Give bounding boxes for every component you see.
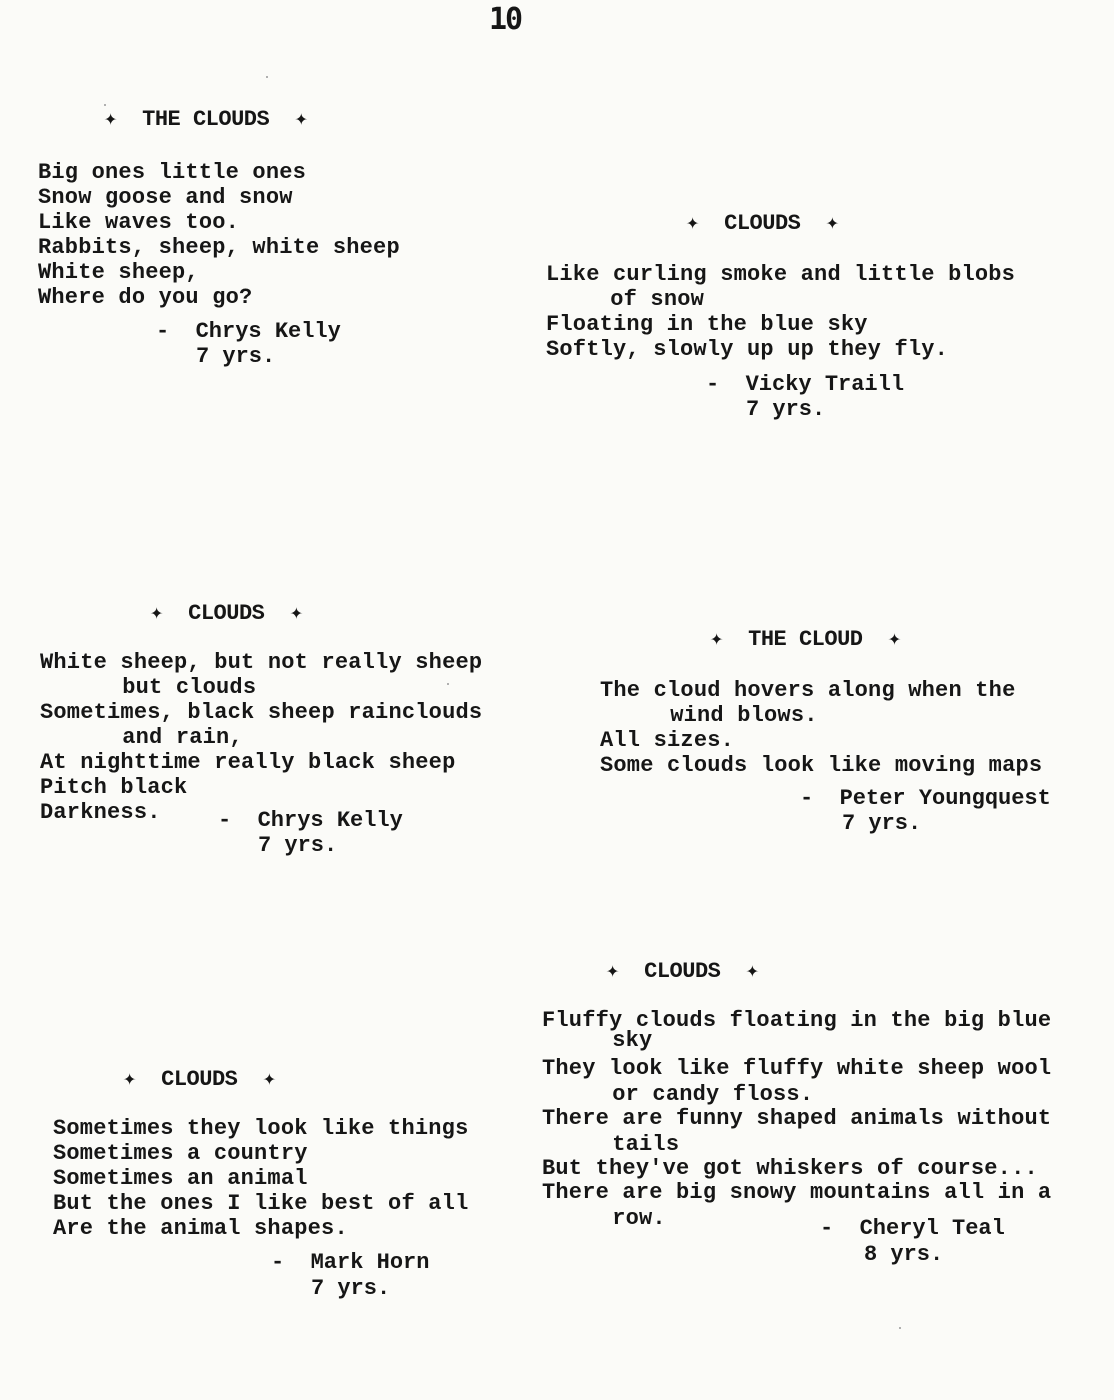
poem-the-clouds-chrys-kelly bbox=[38, 106, 498, 376]
poem-line: Where do you go? bbox=[38, 285, 253, 310]
poem-title: ✦ CLOUDS ✦ bbox=[606, 959, 759, 984]
poem-line: The cloud hovers along when the bbox=[600, 678, 1016, 703]
poem-line: Are the animal shapes. bbox=[53, 1216, 348, 1241]
poem-line: But they've got whiskers of course... bbox=[542, 1156, 1038, 1181]
poem-author-age: 7 yrs. bbox=[842, 811, 922, 836]
poem-the-cloud-peter-youngquest bbox=[600, 626, 1080, 846]
poem-line: All sizes. bbox=[600, 728, 735, 753]
poem-clouds-cheryl-teal bbox=[542, 958, 1102, 1278]
poem-clouds-mark-horn bbox=[53, 1066, 513, 1306]
poem-title: ✦ THE CLOUD ✦ bbox=[710, 627, 901, 652]
poem-line: Fluffy clouds floating in the big blue bbox=[542, 1008, 1052, 1033]
poem-line: Big ones little ones bbox=[38, 160, 307, 185]
poem-title: ✦ THE CLOUDS ✦ bbox=[104, 107, 308, 132]
poem-line: Rabbits, sheep, white sheep bbox=[38, 235, 400, 260]
poem-line: There are big snowy mountains all in a bbox=[542, 1180, 1052, 1205]
poem-line: wind blows. bbox=[630, 703, 818, 728]
poem-title: ✦ CLOUDS ✦ bbox=[150, 601, 303, 626]
poem-line: At nighttime really black sheep bbox=[40, 750, 456, 775]
poem-line: Like waves too. bbox=[38, 210, 240, 235]
poem-line: White sheep, but not really sheep bbox=[40, 650, 483, 675]
poem-line: Sometimes, black sheep rainclouds bbox=[40, 700, 483, 725]
poem-clouds-chrys-kelly bbox=[40, 600, 520, 870]
poem-line: They look like fluffy white sheep wool bbox=[542, 1056, 1052, 1081]
poem-line: Sometimes an animal bbox=[53, 1166, 308, 1191]
paper-speck bbox=[104, 104, 106, 106]
poem-line: or candy floss. bbox=[572, 1082, 814, 1107]
poem-line: Snow goose and snow bbox=[38, 185, 293, 210]
paper-speck bbox=[266, 76, 268, 78]
poem-line: tails bbox=[572, 1132, 680, 1157]
poem-line: Softly, slowly up up they fly. bbox=[546, 337, 949, 362]
poem-line: White sheep, bbox=[38, 260, 199, 285]
poem-author-age: 8 yrs. bbox=[864, 1242, 944, 1267]
poem-line: Like curling smoke and little blobs bbox=[546, 262, 1016, 287]
poem-title: ✦ CLOUDS ✦ bbox=[123, 1067, 276, 1092]
paper-speck bbox=[899, 1327, 901, 1329]
poem-line: of snow bbox=[570, 287, 705, 312]
poem-author: - Mark Horn bbox=[271, 1250, 430, 1275]
poem-line: but clouds bbox=[82, 675, 257, 700]
poem-line: row. bbox=[572, 1206, 666, 1231]
poem-line: Pitch black bbox=[40, 775, 188, 800]
poem-line: Sometimes a country bbox=[53, 1141, 308, 1166]
poem-line: But the ones I like best of all bbox=[53, 1191, 469, 1216]
poem-title: ✦ CLOUDS ✦ bbox=[686, 211, 839, 236]
poem-line: sky bbox=[572, 1028, 653, 1053]
poem-author: - Chrys Kelly bbox=[218, 808, 403, 833]
poem-author: - Cheryl Teal bbox=[820, 1216, 1005, 1241]
poem-author-age: 7 yrs. bbox=[258, 833, 338, 858]
poem-line: Floating in the blue sky bbox=[546, 312, 868, 337]
poem-author-age: 7 yrs. bbox=[746, 397, 826, 422]
poem-line: and rain, bbox=[82, 725, 243, 750]
poem-clouds-vicky-traill bbox=[546, 210, 1086, 430]
poem-author-age: 7 yrs. bbox=[196, 344, 276, 369]
poem-author-age: 7 yrs. bbox=[311, 1276, 391, 1301]
poem-author: - Vicky Traill bbox=[706, 372, 905, 397]
poem-line: Darkness. bbox=[40, 800, 161, 825]
poem-line: Sometimes they look like things bbox=[53, 1116, 469, 1141]
poem-author: - Peter Youngquest bbox=[800, 786, 1051, 811]
poem-line: There are funny shaped animals without bbox=[542, 1106, 1052, 1131]
poem-line: Some clouds look like moving maps bbox=[600, 753, 1043, 778]
paper-speck bbox=[447, 683, 449, 685]
poem-author: - Chrys Kelly bbox=[156, 319, 341, 344]
page-number: 10 bbox=[489, 2, 522, 37]
